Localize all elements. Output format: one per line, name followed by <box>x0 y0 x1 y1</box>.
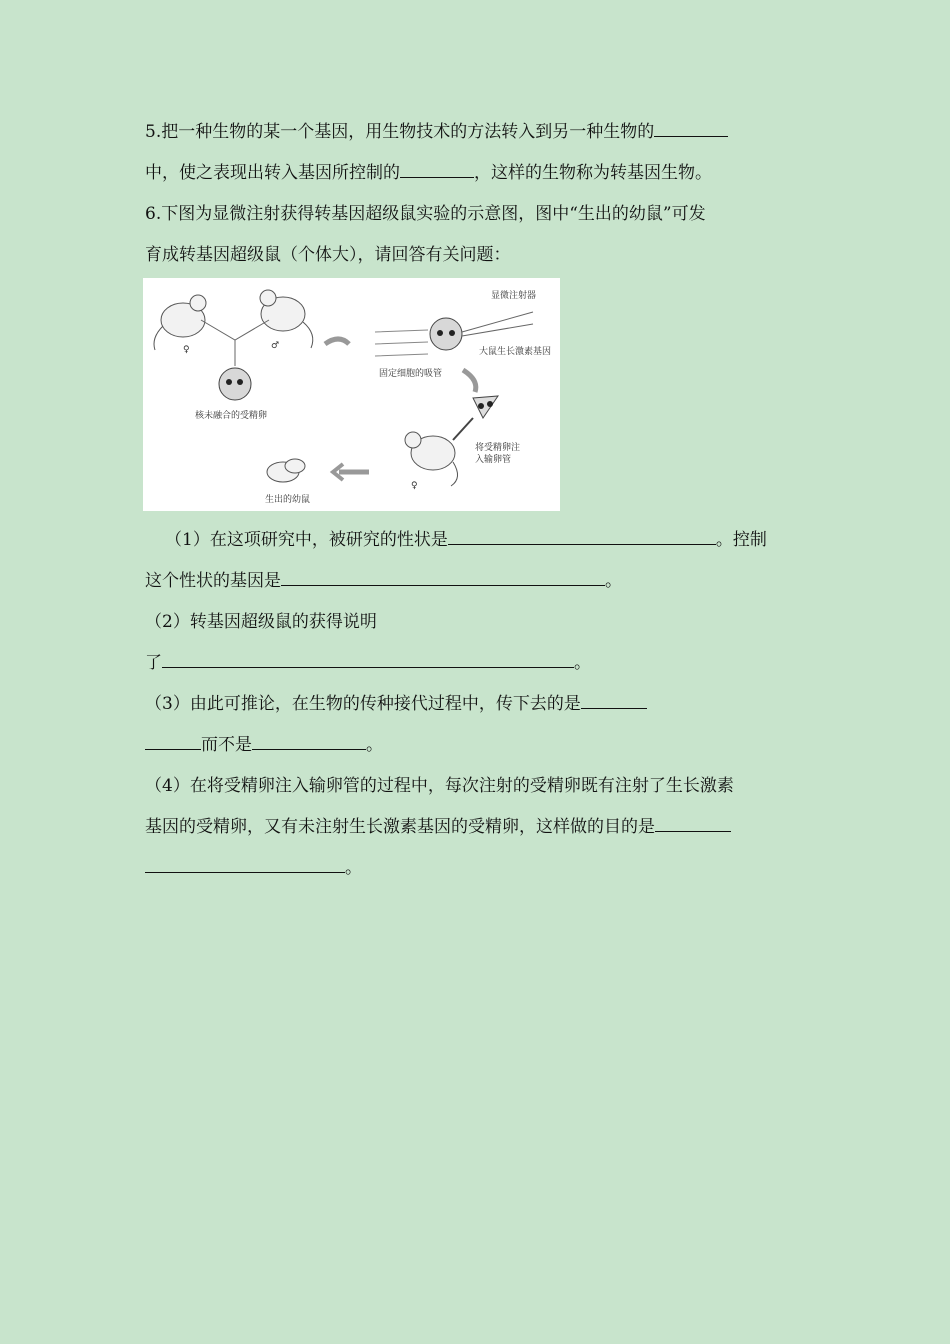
q6-line-2 <box>145 244 511 266</box>
q6-sub3-line-1 <box>145 693 647 715</box>
label-fertilized-egg: 核未融合的受精卵 <box>195 411 268 421</box>
q6-sub2-blank[interactable] <box>162 653 574 668</box>
q6-sub2-text-a: （2）转基因超级鼠的获得说明 <box>145 612 377 632</box>
q5-line-2 <box>145 162 712 184</box>
pups-icon <box>267 459 305 482</box>
q6-sub4-text-b: 基因的受精卵，又有未注射生长激素基因的受精卵，这样做的目的是 <box>145 817 655 837</box>
q6-sub1-text-d: 。 <box>605 571 622 591</box>
q6-sub2-text-c: 。 <box>574 653 591 673</box>
q6-sub1-text-b: 。控制 <box>715 530 767 550</box>
fertilized-egg-icon <box>219 368 251 400</box>
microinjection-figure <box>143 278 560 511</box>
q6-sub1-text-c: 这个性状的基因是 <box>145 571 281 591</box>
q6-text-1: 6.下图为显微注射获得转基因超级鼠实验的示意图，图中“生出的幼鼠”可发 <box>145 204 706 224</box>
q6-sub3-blank-2[interactable] <box>252 735 366 750</box>
q5-blank-2[interactable] <box>400 163 474 178</box>
q5-text-1: 5.把一种生物的某一个基因，用生物技术的方法转入到另一种生物的 <box>145 122 655 142</box>
q6-sub1-blank-1[interactable] <box>448 530 716 545</box>
q6-sub2-text-b: 了 <box>145 653 162 673</box>
q6-sub4-text-a: （4）在将受精卵注入输卵管的过程中，每次注射的受精卵既有注射了生长激素 <box>145 776 734 796</box>
label-pups: 生出的幼鼠 <box>265 495 311 505</box>
male-mouse-icon <box>260 290 313 348</box>
q5-text-2a: 中，使之表现出转入基因所控制的 <box>145 163 400 183</box>
arrow-icon-1 <box>325 339 349 344</box>
q6-sub1-line-2 <box>145 570 622 592</box>
q6-sub2-line-1 <box>145 611 377 633</box>
female-mouse-icon <box>154 295 206 350</box>
q6-sub3-text-c: 。 <box>366 735 383 755</box>
q6-sub1-text-a: （1）在这项研究中，被研究的性状是 <box>165 530 448 550</box>
q6-sub4-line-1 <box>145 775 734 797</box>
q6-sub3-text-b: 而不是 <box>201 735 252 755</box>
q6-sub1-blank-2[interactable] <box>281 571 605 586</box>
q6-line-1 <box>145 203 706 225</box>
q6-sub3-text-a: （3）由此可推论，在生物的传种接代过程中，传下去的是 <box>145 694 581 714</box>
label-microinjector: 显微注射器 <box>491 291 537 301</box>
label-holding-pipette: 固定细胞的吸管 <box>379 369 443 379</box>
q5-blank-1[interactable] <box>654 122 728 137</box>
q6-sub1-line-1 <box>145 529 767 551</box>
q6-sub4-text-c: 。 <box>345 858 362 878</box>
q6-sub4-blank-b[interactable] <box>145 858 345 873</box>
injector-icon <box>453 396 498 440</box>
label-inject-1: 将受精卵注 <box>475 443 521 453</box>
q6-sub3-blank-1a[interactable] <box>581 694 647 709</box>
q6-sub4-line-3 <box>145 857 362 879</box>
male-symbol: ♂ <box>271 341 280 351</box>
q6-sub4-blank-a[interactable] <box>655 817 731 832</box>
q6-sub2-line-2 <box>145 652 591 674</box>
q5-line-1 <box>145 121 728 143</box>
recipient-mouse-icon <box>405 432 458 486</box>
label-inject-2: 入输卵管 <box>475 455 512 465</box>
q6-sub3-line-2 <box>145 734 383 756</box>
female-symbol-1: ♀ <box>183 345 190 355</box>
q6-sub3-blank-1b[interactable] <box>145 735 201 750</box>
microinjection-diagram <box>143 278 560 511</box>
q6-sub4-line-2 <box>145 816 731 838</box>
arrow-icon-2 <box>463 370 476 392</box>
q6-text-2: 育成转基因超级鼠（个体大），请回答有关问题： <box>145 245 511 265</box>
q5-text-2b: ，这样的生物称为转基因生物。 <box>474 163 712 183</box>
female-symbol-2: ♀ <box>411 481 418 491</box>
label-gh-gene: 大鼠生长激素基因 <box>479 347 552 357</box>
